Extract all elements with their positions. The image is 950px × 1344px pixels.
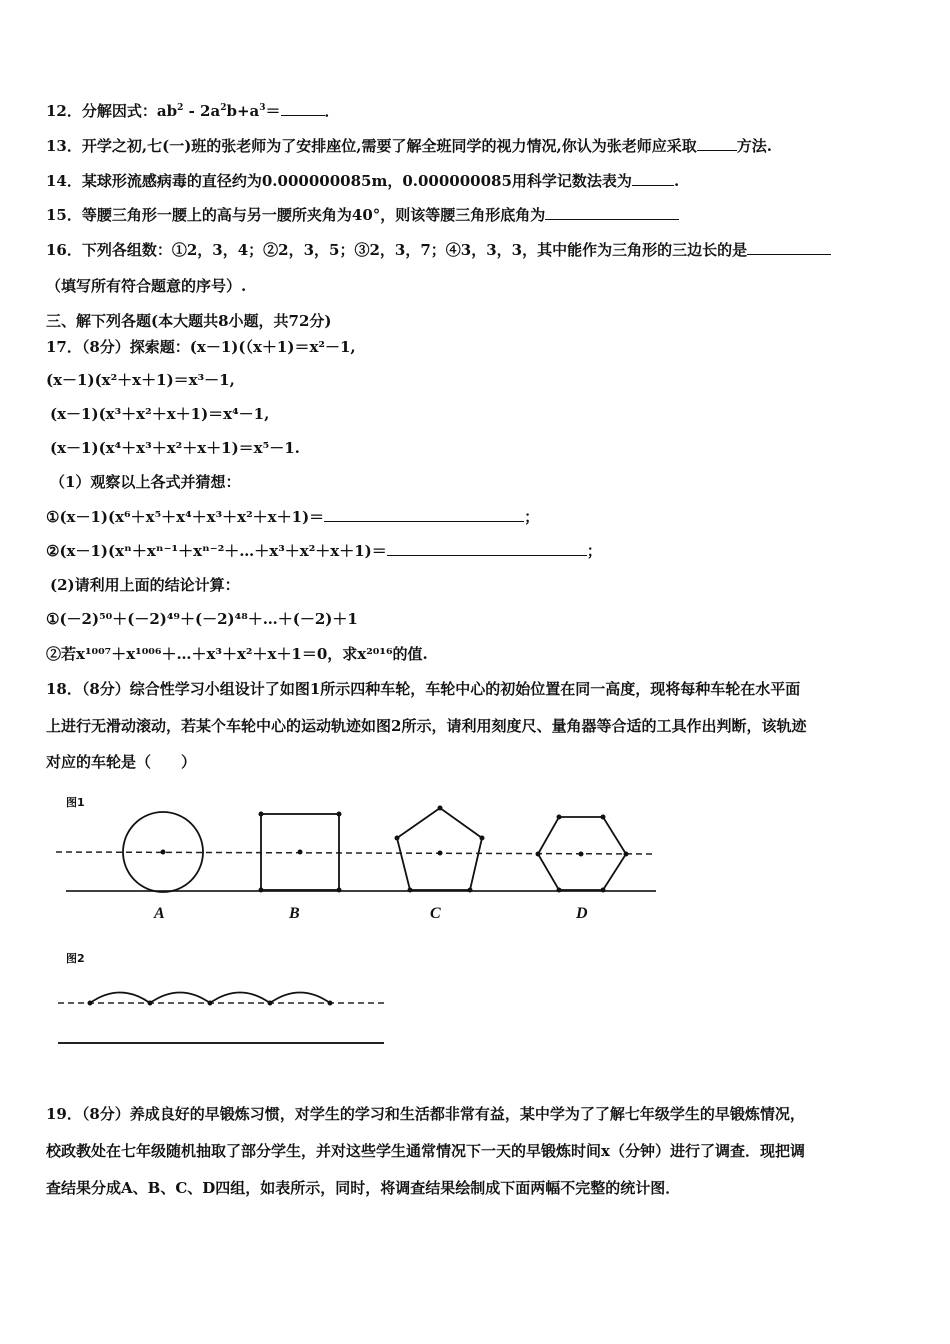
- wheel-b-center: [298, 850, 303, 855]
- question-15: 15．等腰三角形一腰上的高与另一腰所夹角为40°，则该等腰三角形底角为: [46, 205, 679, 225]
- wheel-b-vertex: [259, 812, 264, 817]
- q17-line-1: 17．（8分）探索题：(x－1)(（x＋1)＝x²－1,: [46, 338, 356, 356]
- q19-line-2: 校政教处在七年级随机抽取了部分学生，并对这些学生通常情况下一天的早锻炼时间x（分钟）进行了调查．现把调: [46, 1142, 805, 1160]
- wheel-b-vertex: [259, 888, 264, 893]
- trajectory-point: [208, 1001, 213, 1006]
- q18-line-2: 上进行无滑动滚动，若某个车轮中心的运动轨迹如图2所示，请利用刻度尺、量角器等合适的工具作出判断，该轨迹: [46, 717, 807, 735]
- wheel-c-vertex: [438, 806, 443, 811]
- figure-2-label: 图2: [66, 952, 85, 965]
- q19-line-1: 19．（8分）养成良好的早锻炼习惯，对学生的学习和生活都非常有益，某中学为了了解七年级学生的早锻炼情况，: [46, 1105, 805, 1123]
- wheel-d-vertex: [624, 852, 629, 857]
- wheel-c-center: [438, 851, 443, 856]
- wheel-label-d: D: [576, 905, 588, 922]
- question-16-note: （填写所有符合题意的序号）.: [46, 277, 247, 295]
- figure-1-label: 图1: [66, 796, 85, 809]
- q17-part1-item1: ①(x－1)(x⁶＋x⁵＋x⁴＋x³＋x²＋x＋1)＝ ；: [46, 508, 540, 526]
- wheel-c-vertex: [480, 836, 485, 841]
- wheel-d-vertex: [557, 888, 562, 893]
- q17-line-2: (x－1)(x²＋x＋1)＝x³－1,: [46, 371, 235, 389]
- q17-part2-heading: (2)请利用上面的结论计算：: [50, 576, 240, 594]
- q18-line-3: 对应的车轮是（ ）: [46, 753, 197, 771]
- trajectory-point: [148, 1001, 153, 1006]
- question-14: 14．某球形流感病毒的直径约为0.000000085m，0.000000085用科学记数法表为 .: [46, 172, 680, 190]
- wheel-d-vertex: [536, 852, 541, 857]
- question-12: 12．分解因式：$ab^2 - 2a^2b+a^3=$ ．: [46, 102, 340, 120]
- wheel-d-center: [579, 852, 584, 857]
- wheel-c-vertex: [395, 836, 400, 841]
- wheel-d-vertex: [601, 888, 606, 893]
- section-heading: 三、解下列各题(本大题共8小题，共72分): [46, 312, 332, 330]
- trajectory-point: [328, 1001, 333, 1006]
- wheel-c-vertex: [408, 888, 413, 893]
- q18-line-1: 18．（8分）综合性学习小组设计了如图1所示四种车轮，车轮中心的初始位置在同一高度，现将每种车轮在水平面: [46, 680, 801, 698]
- q17-line-4: (x－1)(x⁴＋x³＋x²＋x＋1)＝x⁵－1.: [50, 439, 300, 457]
- trajectory-point: [268, 1001, 273, 1006]
- question-16: 16．下列各组数：①2，3，4；②2，3，5；③2，3，7；④3，3，3，其中能作为三角形的三边长的是: [46, 240, 831, 260]
- wheel-label-a: A: [154, 905, 165, 922]
- q17-part1-item2: ②(x－1)(xⁿ＋xⁿ⁻¹＋xⁿ⁻²＋…＋x³＋x²＋x＋1)＝ ；: [46, 542, 602, 560]
- wheel-b-vertex: [337, 888, 342, 893]
- wheel-label-b: B: [289, 905, 300, 922]
- question-13: 13．开学之初,七(一)班的张老师为了安排座位,需要了解全班同学的视力情况,你认为张老师应采取 方法.: [46, 137, 772, 155]
- wheel-c-pentagon: [397, 808, 482, 890]
- q17-line-3: (x－1)(x³＋x²＋x＋1)＝x⁴－1,: [50, 405, 270, 423]
- wheel-d-vertex: [601, 815, 606, 820]
- wheel-c-vertex: [468, 888, 473, 893]
- wheel-a-center: [161, 850, 166, 855]
- q19-line-3: 查结果分成A、B、C、D四组，如表所示，同时，将调查结果绘制成下面两幅不完整的统计图．: [46, 1179, 681, 1197]
- q17-part2-item1: ①(－2)⁵⁰＋(－2)⁴⁹＋(－2)⁴⁸＋…＋(－2)＋1: [46, 610, 358, 628]
- center-line-dashed: [56, 852, 656, 854]
- q17-part2-item2: ②若x¹⁰⁰⁷＋x¹⁰⁰⁶＋…＋x³＋x²＋x＋1＝0，求x²⁰¹⁶的值.: [46, 645, 428, 663]
- trajectory-point: [88, 1001, 93, 1006]
- wheel-d-vertex: [557, 815, 562, 820]
- wheel-b-vertex: [337, 812, 342, 817]
- wheel-label-c: C: [430, 905, 441, 922]
- q17-part1-heading: （1）观察以上各式并猜想：: [50, 473, 241, 491]
